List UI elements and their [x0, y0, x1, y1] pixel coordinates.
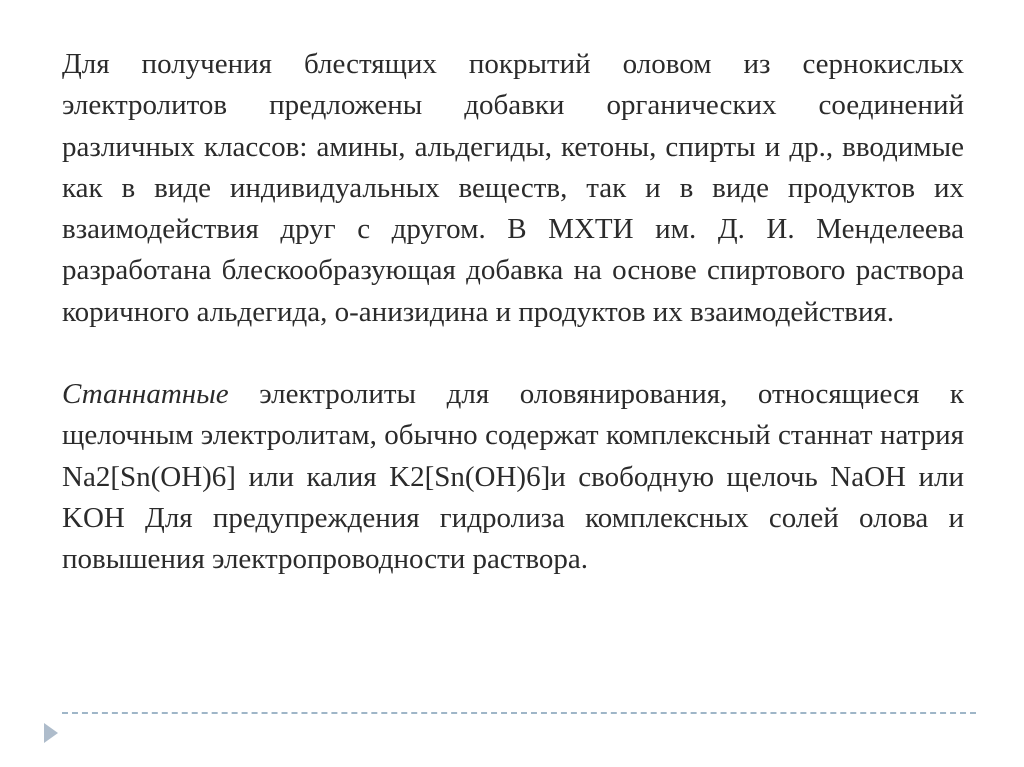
footer-divider [62, 712, 976, 714]
triangle-right-icon [44, 723, 58, 743]
paragraph-tin-sulfate-additives: Для получения блестящих покрытий оловом из сернокислых электролитов предложены добавки органических соединений различных классов: амины, альдегиды, кетоны, спирты и др., вводимые как в виде индивидуальных веществ, так и в виде продуктов их взаимодействия друг с другом. В МХТИ им. Д. И. Менделеева разработана блескообразующая добавка на основе спиртового раствора коричного альдегида, о-анизидина и продуктов их взаимодействия. [62, 48, 964, 328]
term-stannate: Станнатные [62, 378, 229, 411]
paragraph-stannate-text: электролиты для оловянирования, относящиеся к щелочным электролитам, обычно содержат комплексный станнат натрия Na2[Sn(OH)6] или калия K2[Sn(OH)6]и свободную щелочь NaOH или KOH Для предупреждения гидролиза комплексных солей олова и повышения электропроводности раствора. [62, 378, 964, 576]
slide-body [62, 44, 964, 581]
paragraph-stannate-electrolytes [62, 374, 964, 580]
